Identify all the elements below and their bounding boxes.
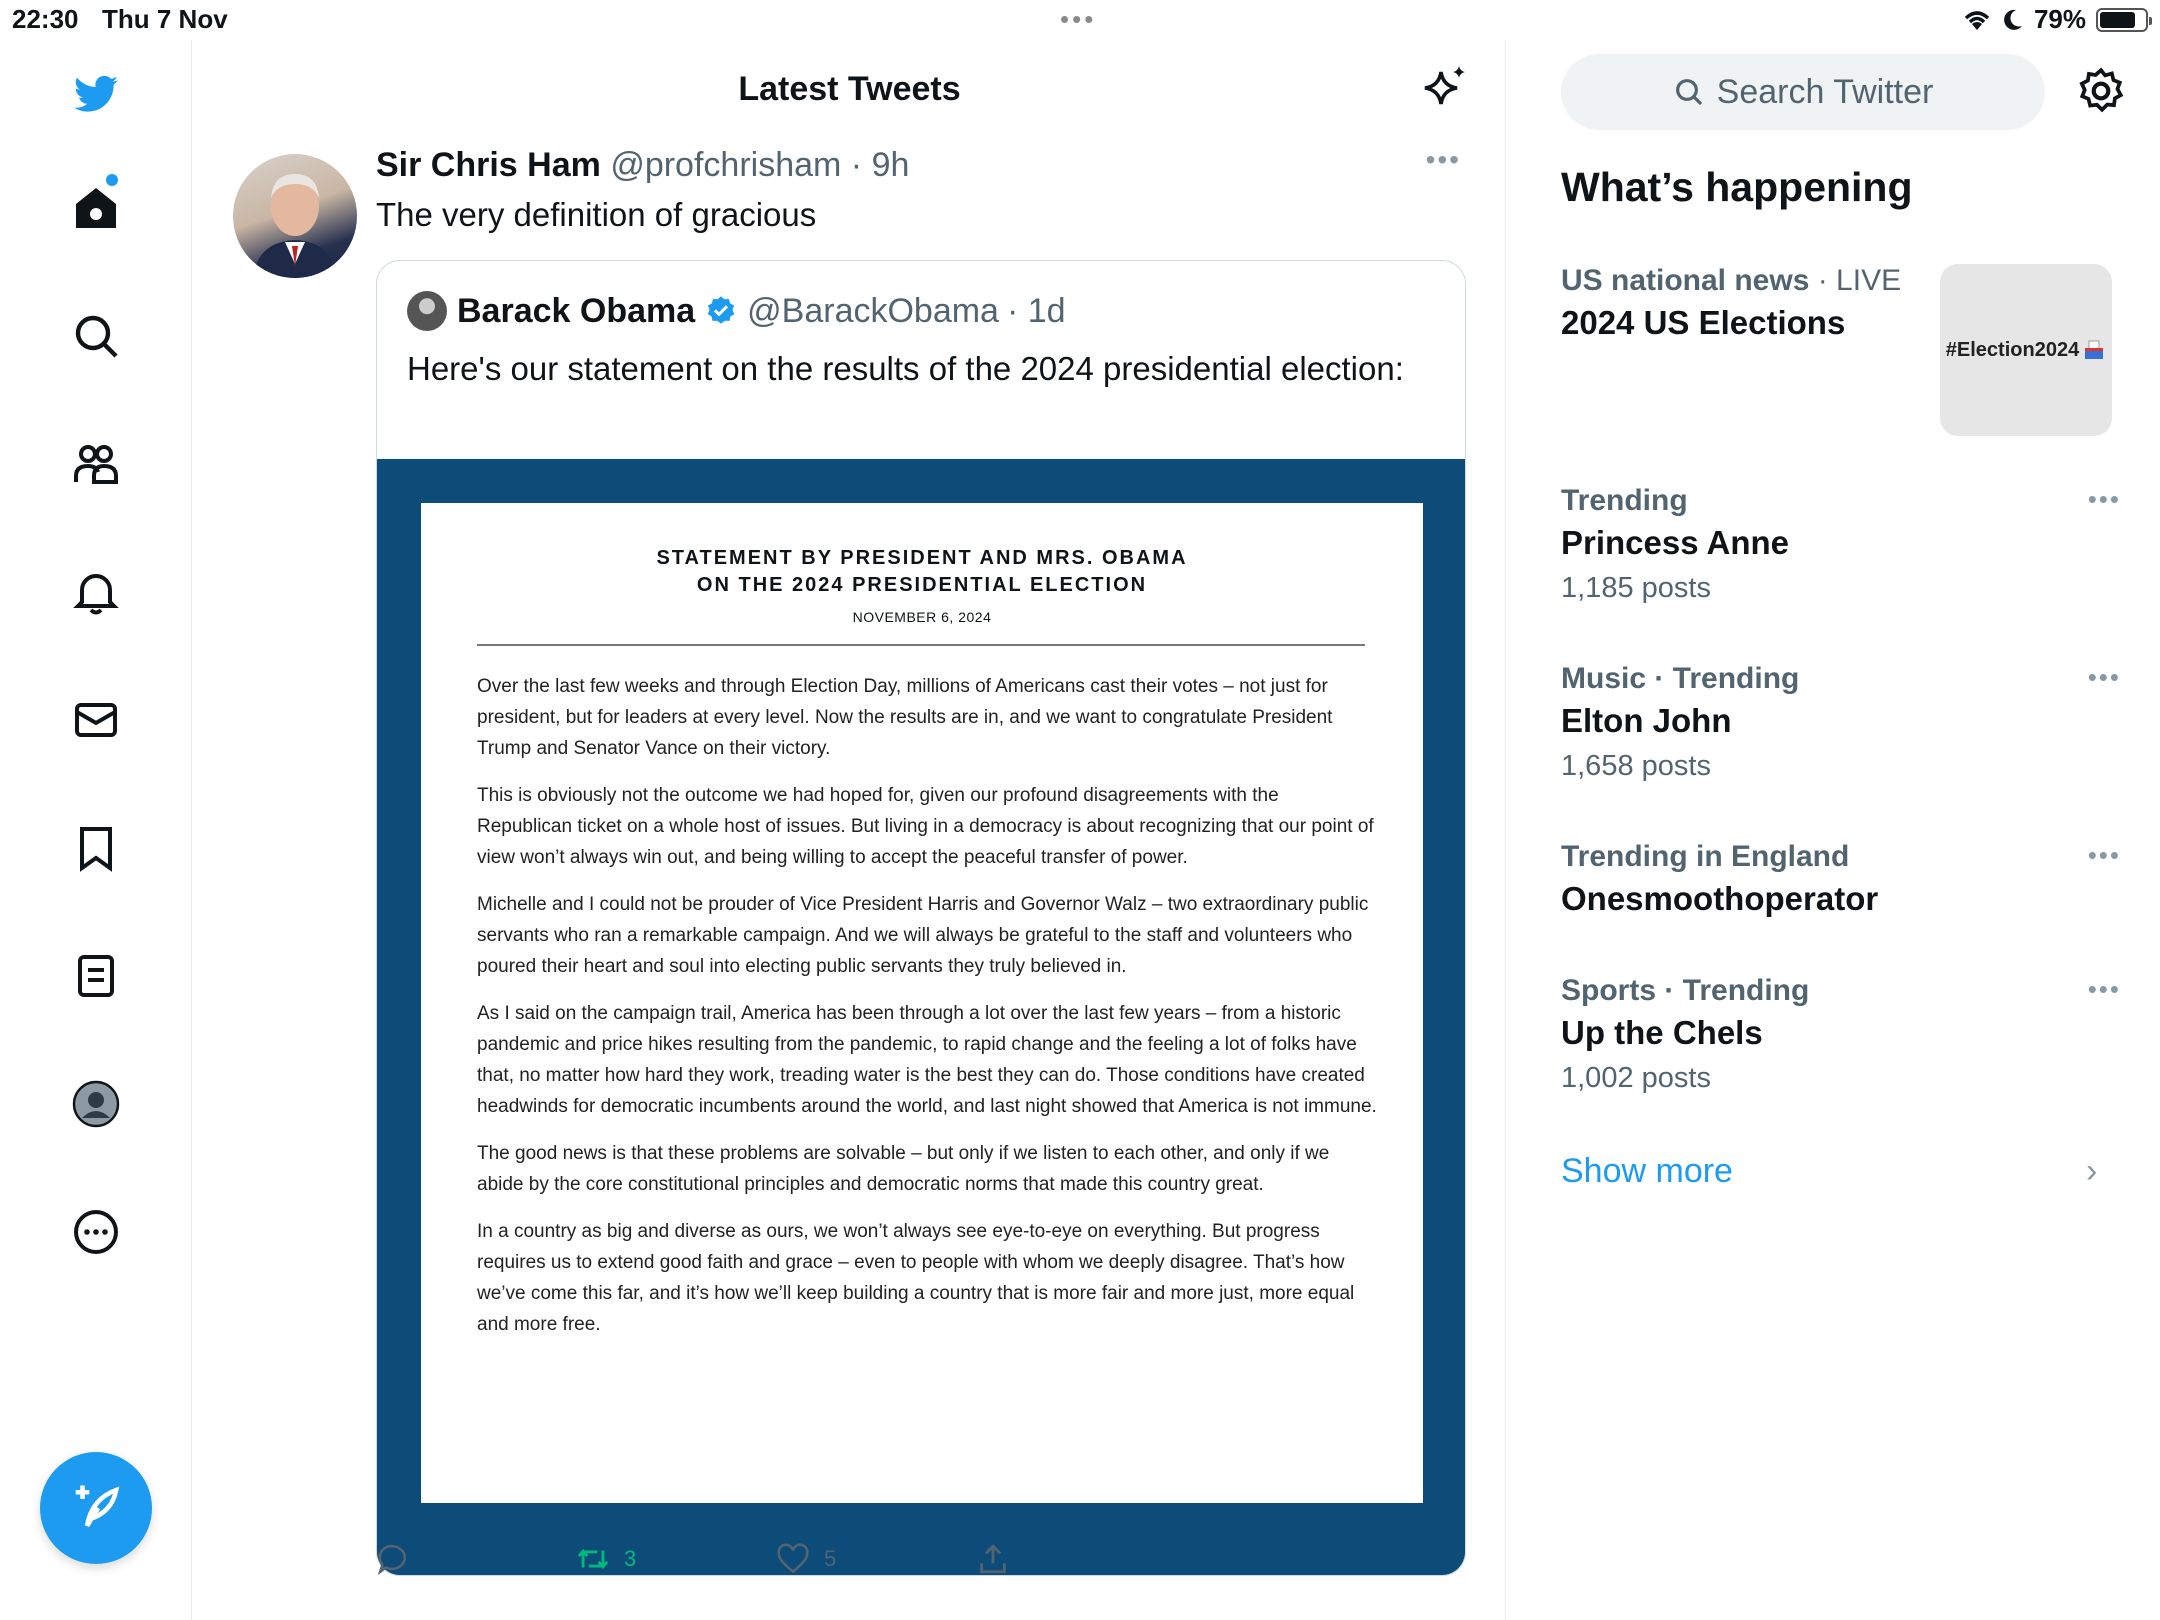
statement-title [421, 545, 1423, 599]
statement-document [421, 503, 1423, 1503]
statement-title-line2: ON THE 2024 PRESIDENTIAL ELECTION [696, 574, 1148, 596]
trend-item-onesmoothoperator[interactable] [1561, 840, 2121, 918]
status-date: Thu 7 Nov [102, 4, 228, 34]
quote-age: · 1d [1006, 291, 1066, 330]
statement-paragraph: In a country as big and diverse as ours, we won’t always see eye-to-eye on everything. But progress requires us to extend good faith and grace – even to people with whom we deeply disagree. That’s how we’ve come this far, and it’s how we’ll keep building a country that is more fair and more just, more equal and more free. [477, 1221, 1355, 1335]
explore-search-icon[interactable] [70, 310, 122, 362]
quote-author-avatar [407, 291, 447, 331]
trend-meta: Music · Trending [1561, 662, 1800, 695]
author-name[interactable]: Sir Chris Ham [376, 146, 601, 184]
bookmarks-icon[interactable] [70, 822, 122, 874]
chevron-right-icon: › [2086, 1152, 2098, 1190]
statement-paragraph: As I said on the campaign trail, America has been through a lot over the last few years – from a historic pandemic and price hikes resulting from the pandemic, to rapid change and the feeling a lot of folks have that, no matter how hard they work, treading water is the best they can do. Those conditions have created headwinds for democratic incumbents around the world, and last night showed that America is not immune. [477, 1003, 1377, 1117]
quote-author-name: Barack Obama [457, 291, 696, 330]
like-count: 5 [824, 1546, 837, 1571]
status-right [1962, 4, 2148, 35]
timeline [193, 40, 1506, 1620]
quoted-tweet[interactable] [376, 260, 1466, 1576]
trend-more-icon[interactable]: ••• [2087, 662, 2121, 692]
author-handle[interactable]: @profchrisham [610, 146, 842, 184]
notifications-bell-icon[interactable] [70, 566, 122, 618]
trend-item-princess-anne[interactable] [1561, 484, 2121, 605]
trend-name: Elton John [1561, 702, 1732, 739]
statement-date: NOVEMBER 6, 2024 [852, 609, 992, 625]
sparkle-icon[interactable] [1421, 64, 1469, 112]
reply-button[interactable] [376, 1542, 410, 1576]
statement-paragraph: Michelle and I could not be prouder of Vice President Harris and Governor Walz – two extraordinary public servants who ran a remarkable campaign. And we will always be grateful to the staff and volunteers who poured their heart and soul into electing public servants they truly believed in. [477, 894, 1369, 977]
moon-icon [2002, 8, 2024, 32]
search-placeholder: Search Twitter [1716, 72, 1934, 111]
home-notification-dot [106, 174, 118, 186]
trend-name: Up the Chels [1561, 1014, 1763, 1051]
heart-icon [776, 1542, 810, 1576]
twitter-bird-icon[interactable] [70, 68, 122, 120]
election-thumbnail[interactable] [1940, 264, 2112, 436]
trend-item-elton-john[interactable] [1561, 662, 2121, 783]
trend-more-icon[interactable]: ••• [2087, 974, 2121, 1004]
trend-item-up-the-chels[interactable] [1561, 974, 2121, 1095]
share-icon [976, 1542, 1010, 1576]
ballot-box-icon [2082, 338, 2106, 362]
statement-image[interactable] [377, 459, 1466, 1576]
compose-tweet-button[interactable] [40, 1452, 152, 1564]
statement-body [477, 671, 1377, 1356]
whats-happening-title: What’s happening [1561, 164, 1913, 210]
live-label: · LIVE [1817, 264, 1902, 297]
trend-count: 1,002 posts [1561, 1062, 1711, 1094]
battery-percent: 79% [2033, 4, 2086, 34]
trend-count: 1,185 posts [1561, 572, 1711, 604]
trend-more-icon[interactable]: ••• [2087, 484, 2121, 514]
messages-mail-icon[interactable] [70, 694, 122, 746]
trend-count: 1,658 posts [1561, 750, 1711, 782]
quote-author-handle: @BarackObama [747, 291, 999, 330]
verified-badge-icon [705, 295, 737, 327]
battery-icon [2096, 8, 2148, 32]
trend-name: Onesmoothoperator [1561, 880, 1879, 917]
tweet-age: · 9h [850, 146, 910, 184]
status-time: 22:30 [12, 4, 79, 34]
show-more-link[interactable]: Show more [1561, 1152, 1733, 1190]
reply-icon [376, 1542, 410, 1576]
statement-paragraph: Over the last few weeks and through Election Day, millions of Americans cast their votes – not just for president, but for leaders at every level. Now the results are in, and we want to congratulate President Trump and Senator Vance on their victory. [477, 676, 1333, 759]
retweet-count: 3 [624, 1546, 637, 1571]
home-icon[interactable] [70, 182, 122, 234]
trend-more-icon[interactable]: ••• [2087, 840, 2121, 870]
retweet-icon [576, 1542, 610, 1576]
status-bar [0, 0, 2160, 40]
tweet-more-icon[interactable]: ••• [1425, 144, 1461, 175]
statement-paragraph: The good news is that these problems are solvable – but only if we listen to each other, and only if we abide by the core constitutional principles and democratic norms that made this country great. [477, 1143, 1330, 1195]
more-options-icon[interactable] [70, 1206, 122, 1258]
profile-avatar-icon[interactable] [70, 1078, 122, 1130]
quote-header [407, 291, 1066, 331]
trend-category: US national news [1561, 264, 1810, 297]
feather-plus-icon [69, 1481, 123, 1535]
wifi-icon [1962, 8, 1992, 32]
search-input[interactable] [1561, 54, 2045, 130]
search-icon [1673, 76, 1705, 108]
trend-name: Princess Anne [1561, 524, 1790, 561]
share-button[interactable] [976, 1542, 1010, 1576]
statement-title-line1: STATEMENT BY PRESIDENT AND MRS. OBAMA [656, 547, 1188, 569]
tweet-text: The very definition of gracious [376, 196, 817, 233]
election-thumbnail-label: #Election2024 [1945, 338, 2080, 361]
trend-meta: Trending in England [1561, 840, 1850, 873]
retweet-button[interactable] [576, 1542, 636, 1576]
communities-icon[interactable] [70, 438, 122, 490]
trend-meta: Sports · Trending [1561, 974, 1810, 1007]
tweet-actions [376, 1542, 1276, 1592]
gear-icon[interactable] [2076, 66, 2126, 116]
statement-paragraph: This is obviously not the outcome we had hoped for, given our profound disagreements with the Republican ticket on a whole host of issues. But living in a democracy is about recognizing that our point of view won’t always win out, and being willing to accept the peaceful transfer of power. [477, 785, 1374, 868]
lists-icon[interactable] [70, 950, 122, 1002]
author-avatar[interactable] [233, 154, 357, 278]
trend-item-elections[interactable] [1561, 264, 1921, 342]
quote-text: Here's our statement on the results of the 2024 presidential election: [407, 350, 1404, 387]
tweet-header [376, 146, 909, 185]
trend-meta [1561, 264, 1921, 298]
like-button[interactable] [776, 1542, 836, 1576]
battery-fill [2100, 12, 2135, 28]
trend-meta: Trending [1561, 484, 1688, 517]
multitask-dots-icon[interactable]: ••• [1060, 4, 1097, 34]
left-nav [0, 40, 192, 1620]
page-title: Latest Tweets [738, 70, 961, 108]
trend-name: 2024 US Elections [1561, 304, 1846, 341]
statement-divider [477, 644, 1365, 646]
